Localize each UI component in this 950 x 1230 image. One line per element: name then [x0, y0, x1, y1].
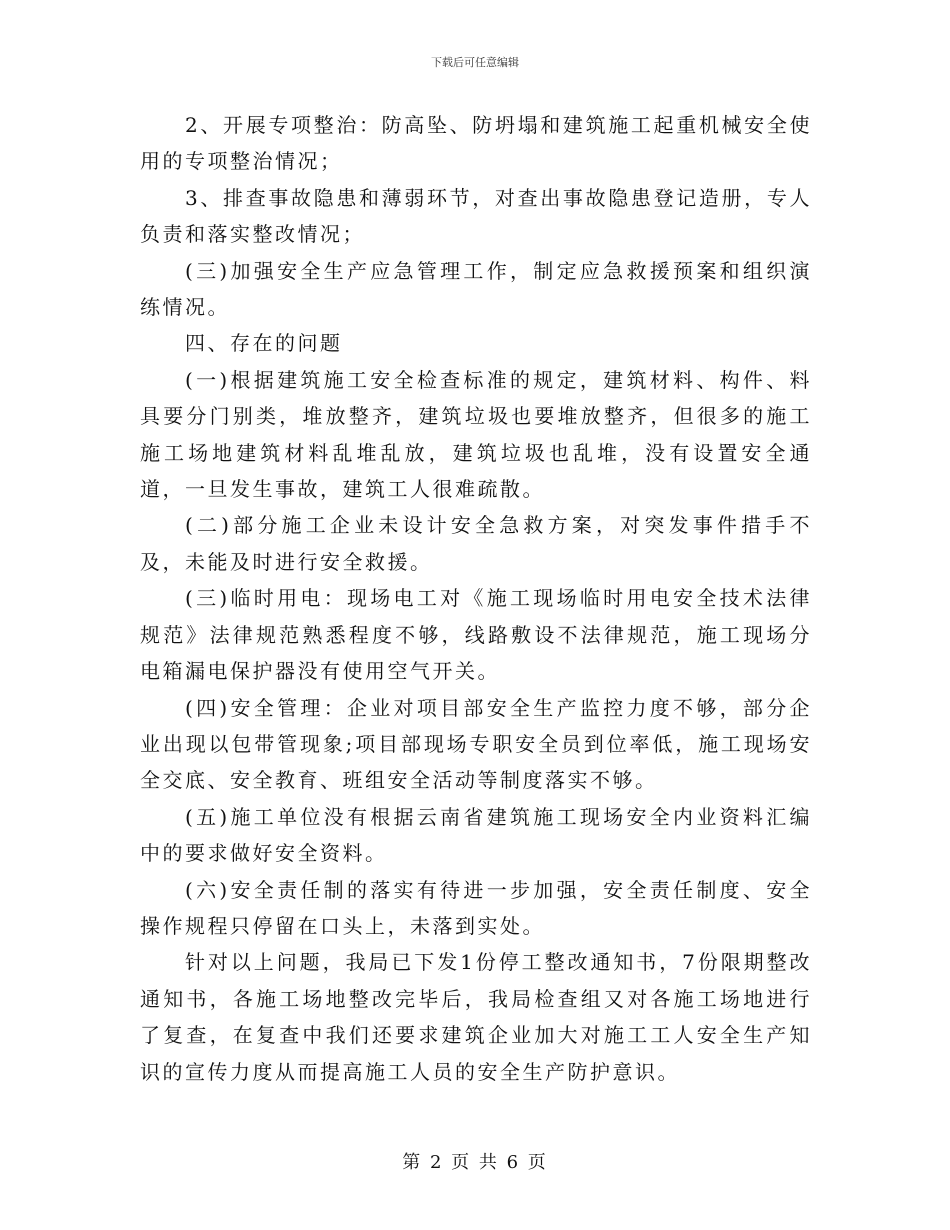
footer-suffix: 页	[527, 1152, 548, 1173]
paragraph-problem-2: (二)部分施工企业未设计安全急救方案，对突发事件措手不及，未能及时进行安全救援。	[140, 513, 812, 574]
total-pages-number: 6	[506, 1152, 521, 1173]
paragraph-problem-6: (六)安全责任制的落实有待进一步加强，安全责任制度、安全操作规程只停留在口头上，未落到实处。	[140, 877, 812, 938]
paragraph-emergency-management: (三)加强安全生产应急管理工作，制定应急救援预案和组织演练情况。	[140, 258, 812, 320]
paragraph-special-rectification: 2、开展专项整治：防高坠、防坍塌和建筑施工起重机械安全使用的专项整治情况；	[140, 113, 812, 174]
page-footer	[0, 1148, 950, 1174]
paragraph-rectification-actions: 针对以上问题，我局已下发1份停工整改通知书，7份限期整改通知书，各施工场地整改完毕后，我局检查组又对各施工场地进行了复查，在复查中我们还要求建筑企业加大对施工工人安全生产知识的宣传力度从而提高施工人员的安全生产防护意识。	[140, 950, 812, 1084]
paragraph-problem-3: (三)临时用电：现场电工对《施工现场临时用电安全技术法律规范》法律规范熟悉程度不够，线路敷设不法律规范，施工现场分电箱漏电保护器没有使用空气开关。	[140, 586, 812, 684]
page-header: 下载后可任意编辑	[431, 56, 519, 69]
current-page-number: 2	[429, 1152, 444, 1173]
section-heading-problems: 四、存在的问题	[185, 331, 343, 356]
paragraph-problem-5: (五)施工单位没有根据云南省建筑施工现场安全内业资料汇编中的要求做好安全资料。	[140, 804, 812, 866]
paragraph-problem-4: (四)安全管理：企业对项目部安全生产监控力度不够，部分企业出现以包带管现象;项目部现场专职安全员到位率低，施工现场安全交底、安全教育、班组安全活动等制度落实不够。	[140, 695, 812, 793]
paragraph-hazard-inspection: 3、排查事故隐患和薄弱环节，对查出事故隐患登记造册，专人负责和落实整改情况；	[140, 185, 812, 247]
document-body	[140, 107, 812, 1090]
footer-prefix: 第	[402, 1152, 423, 1173]
paragraph-problem-1: (一)根据建筑施工安全检查标准的规定，建筑材料、构件、料具要分门别类，堆放整齐，建筑垃圾也要堆放整齐，但很多的施工施工场地建筑材料乱堆乱放，建筑垃圾也乱堆，没有设置安全通道，一旦发生事故，建筑工人很难疏散。	[140, 367, 812, 502]
footer-middle: 页 共	[451, 1152, 499, 1173]
